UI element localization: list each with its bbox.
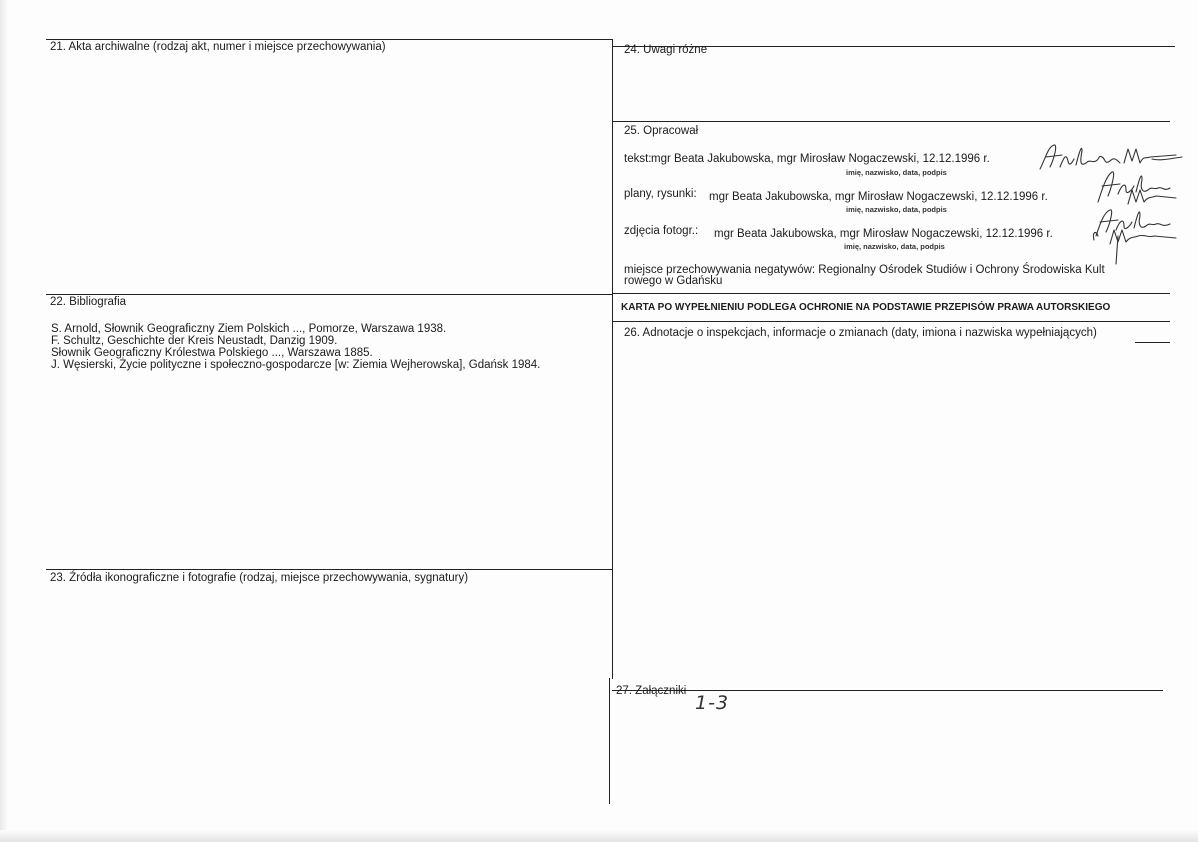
negatives-storage-line1: miejsce przechowywania negatywów: Regionalny Ośrodek Studiów i Ochrony Środowiska Kult [624, 264, 1105, 276]
prepared-text-value: mgr Beata Jakubowska, mgr Mirosław Nogaczewski, 12.12.1996 r. [651, 153, 990, 165]
scan-edge-left [0, 0, 8, 842]
prepared-text-caption: imię, nazwisko, data, podpis [846, 168, 947, 177]
section-21-title: 21. Akta archiwalne (rodzaj akt, numer i miejsce przechowywania) [50, 41, 386, 53]
rule-s21-top [46, 39, 612, 40]
section-22-title: 22. Bibliografia [50, 296, 127, 308]
prepared-photos-caption: imię, nazwisko, data, podpis [844, 242, 945, 251]
section-25-title: 25. Opracował [624, 125, 699, 137]
prepared-plans-caption: imię, nazwisko, data, podpis [846, 205, 947, 214]
copyright-notice: KARTA PO WYPEŁNIENIU PODLEGA OCHRONIE NA PODSTAWIE PRZEPISÓW PRAWA AUTORSKIEGO [621, 302, 1111, 313]
prepared-plans-value: mgr Beata Jakubowska, mgr Mirosław Nogaczewski, 12.12.1996 r. [709, 191, 1048, 203]
signature-photos [1088, 206, 1198, 266]
section-23-title: 23. Źródła ikonograficzne i fotografie (rodzaj, miejsce przechowywania, sygnatury) [50, 572, 469, 584]
bibliography-item: F. Schultz, Geschichte der Kreis Neustadt, Danzig 1909. [51, 335, 338, 347]
column-divider-lower [609, 678, 610, 804]
bibliography-item: S. Arnold, Słownik Geograficzny Ziem Polskich ..., Pomorze, Warszawa 1938. [51, 323, 447, 335]
bibliography-item: Słownik Geograficzny Królestwa Polskiego ..., Warszawa 1885. [51, 347, 373, 359]
rule-s23-top [46, 569, 612, 570]
attachments-handwritten-value: 1-3 [695, 692, 730, 714]
rule-copyright-top [612, 293, 1170, 294]
signature-plans [1092, 168, 1192, 208]
column-divider-upper [612, 39, 613, 679]
prepared-photos-label: zdjęcia fotogr.: [624, 225, 699, 237]
bibliography-item: J. Węsierski, Życie polityczne i społeczno-gospodarcze [w: Ziemia Wejherowska], Gdańsk 1984. [51, 359, 541, 371]
prepared-text-label: tekst: [624, 153, 652, 165]
rule-s26-tail [1135, 342, 1170, 343]
negatives-storage-line2: rowego w Gdańsku [624, 275, 723, 287]
prepared-plans-label: plany, rysunki: [624, 188, 697, 200]
section-26-title: 26. Adnotacje o inspekcjach, informacje o zmianach (daty, imiona i nazwiska wypełniających) [624, 327, 1097, 339]
scan-edge-bottom [0, 830, 1198, 842]
section-24-title: 24. Uwagi różne [624, 44, 708, 56]
rule-s22-top [46, 294, 612, 295]
rule-s25-top [612, 121, 1170, 122]
bibliography-list [51, 323, 540, 371]
rule-s26-top [612, 321, 1170, 322]
prepared-photos-value: mgr Beata Jakubowska, mgr Mirosław Nogaczewski, 12.12.1996 r. [714, 228, 1053, 240]
rule-s27-top [612, 690, 1163, 691]
section-27-title: 27. Załączniki [616, 685, 687, 697]
